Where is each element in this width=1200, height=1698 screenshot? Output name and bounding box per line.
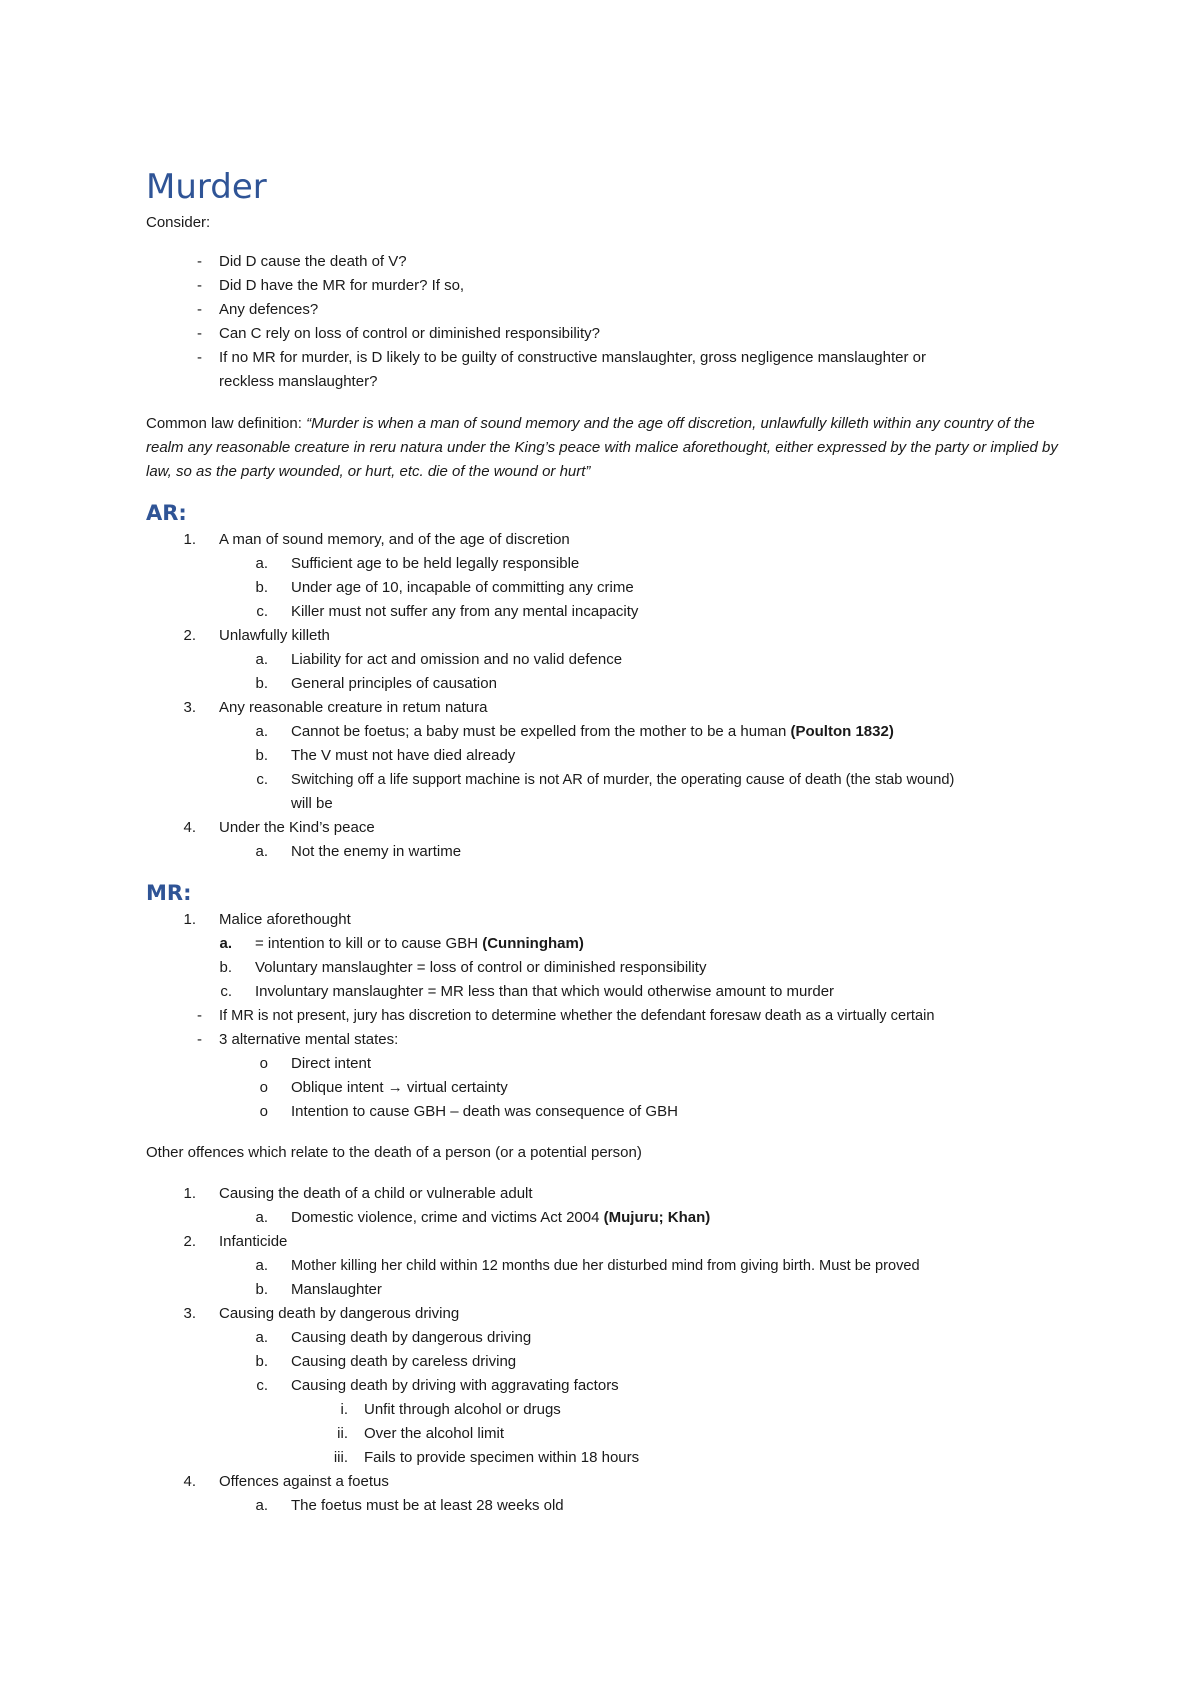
list-marker: c. [256,603,268,620]
page-title: Murder [146,167,267,207]
mr-heading: MR: [146,881,192,905]
list-marker: c. [256,771,268,788]
list-marker: o [259,1055,268,1072]
list-item: Unlawfully killeth [219,627,330,644]
list-marker: b. [219,959,232,976]
list-item: Killer must not suffer any from any mental incapacity [291,603,639,620]
list-marker: c. [220,983,232,1000]
list-item: Manslaughter [291,1281,382,1298]
list-item [291,1208,710,1228]
list-item: Did D have the MR for murder? If so, [219,277,465,294]
list-item: The V must not have died already [291,747,516,764]
list-item-continuation: will be [291,795,333,812]
list-item: Any reasonable creature in retum natura [219,699,488,716]
list-marker: a. [219,935,232,952]
list-item [255,934,584,954]
list-marker: o [259,1103,268,1120]
list-item: Malice aforethought [219,911,351,928]
list-item: Causing death by dangerous driving [291,1329,532,1346]
definition-paragraph [146,412,1066,484]
list-marker: o [259,1079,268,1096]
list-marker: c. [256,1377,268,1394]
list-marker: - [197,301,202,318]
list-item: Causing death by careless driving [291,1353,517,1370]
list-marker: 1. [183,1185,196,1202]
list-item: Fails to provide specimen within 18 hours [364,1449,640,1466]
list-marker: a. [255,1497,268,1514]
list-item: Voluntary manslaughter = loss of control or diminished responsibility [255,959,707,976]
list-item: Direct intent [291,1055,372,1072]
ar-heading: AR: [146,501,187,525]
list-item-text: Domestic violence, crime and victims Act 2004 [291,1209,604,1226]
list-item: Causing death by dangerous driving [219,1305,460,1322]
list-marker: i. [340,1401,348,1418]
list-marker: a. [255,1329,268,1346]
definition-quote: “Murder is when a man of sound memory and the age off discretion, unlawfully killeth within any country of the realm any reasonable creature in reru natura under the King’s peace with malice aforethought, either expressed by the party or implied by law, so as the party wounded, or hurt, etc. die of the wound or hurt” [146,415,1058,480]
list-marker: a. [255,723,268,740]
list-marker: 4. [183,819,196,836]
list-marker: 1. [183,531,196,548]
list-item: Liability for act and omission and no valid defence [291,651,623,668]
list-marker: - [197,1007,202,1024]
list-item: Mother killing her child within 12 months due her disturbed mind from giving birth. Must be proved [291,1258,920,1274]
list-marker: 3. [183,1305,196,1322]
list-item: Switching off a life support machine is not AR of murder, the operating cause of death (the stab wound) [291,772,955,788]
list-item: 3 alternative mental states: [219,1031,399,1048]
list-item [291,722,894,742]
list-marker: - [197,277,202,294]
list-item-continuation: reckless manslaughter? [219,373,378,390]
list-item: If MR is not present, jury has discretion to determine whether the defendant foresaw death as a virtually certain [219,1008,935,1024]
list-item: Did D cause the death of V? [219,253,407,270]
list-item-text: = intention to kill or to cause GBH [255,935,483,952]
list-item: Not the enemy in wartime [291,843,462,860]
list-marker: - [197,1031,202,1048]
list-item: Infanticide [219,1233,288,1250]
list-item: Can C rely on loss of control or diminished responsibility? [219,325,601,342]
list-marker: - [197,325,202,342]
list-item: If no MR for murder, is D likely to be guilty of constructive manslaughter, gross negligence manslaughter or [219,349,926,366]
list-item: Offences against a foetus [219,1473,389,1490]
list-item: The foetus must be at least 28 weeks old [291,1497,564,1514]
list-marker: 2. [183,1233,196,1250]
list-item: Intention to cause GBH – death was consequence of GBH [291,1103,678,1120]
list-marker: b. [255,1353,268,1370]
list-marker: - [197,349,202,366]
list-marker: a. [255,651,268,668]
list-marker: b. [255,1281,268,1298]
list-item: Under age of 10, incapable of committing any crime [291,579,634,596]
list-marker: 4. [183,1473,196,1490]
list-marker: a. [255,1257,268,1274]
other-offences-label: Other offences which relate to the death of a person (or a potential person) [146,1144,642,1161]
case-citation: (Mujuru; Khan) [603,1209,711,1226]
list-item: Involuntary manslaughter = MR less than that which would otherwise amount to murder [255,983,835,1000]
list-item: Under the Kind’s peace [219,819,375,836]
case-citation: (Cunningham) [482,935,584,952]
consider-label: Consider: [146,214,211,231]
list-marker: - [197,253,202,270]
list-marker: 1. [183,911,196,928]
list-marker: b. [255,675,268,692]
list-marker: a. [255,555,268,572]
definition-prefix: Common law definition: [146,415,307,432]
list-marker: b. [255,747,268,764]
list-marker: 3. [183,699,196,716]
list-item: Unfit through alcohol or drugs [364,1401,561,1418]
list-item: Sufficient age to be held legally responsible [291,555,580,572]
list-item: Oblique intent → virtual certainty [291,1079,508,1096]
list-marker: b. [255,579,268,596]
list-marker: 2. [183,627,196,644]
list-item: General principles of causation [291,675,497,692]
list-marker: a. [255,843,268,860]
list-marker: ii. [337,1425,348,1442]
list-item: A man of sound memory, and of the age of discretion [219,531,570,548]
case-citation: (Poulton 1832) [790,723,894,740]
list-marker: iii. [333,1449,348,1466]
list-item: Over the alcohol limit [364,1425,505,1442]
list-item-text: Cannot be foetus; a baby must be expelled from the mother to be a human [291,723,791,740]
list-item: Causing the death of a child or vulnerable adult [219,1185,533,1202]
list-item: Any defences? [219,301,319,318]
list-marker: a. [255,1209,268,1226]
list-item: Causing death by driving with aggravating factors [291,1377,619,1394]
